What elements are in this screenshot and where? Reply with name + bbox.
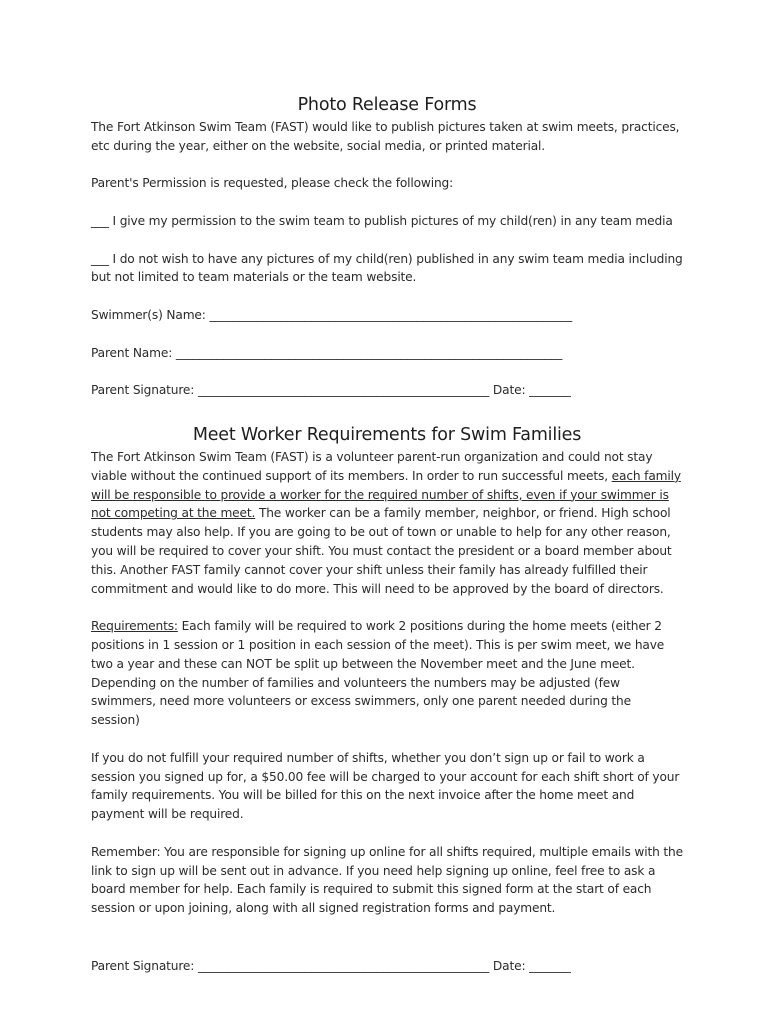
meet-worker-title: Meet Worker Requirements for Swim Families: [192, 425, 582, 445]
spacer: [91, 325, 683, 344]
photo-release-title: Photo Release Forms: [297, 95, 477, 115]
requirements-paragraph: [91, 617, 683, 730]
meet-worker-intro-underlined: each family will be responsible to provide a worker for the required number of shifts, even if your swimmer is not competing at the meet.: [91, 468, 681, 521]
spacer: [91, 156, 683, 175]
fee-paragraph: If you do not fulfill your required number of shifts, whether you don’t sign up or fail to work a session you signed up for, a $50.00 fee will be charged to your account for each shift short of your family requirements. You will be billed for this on the next invoice after the home meet and payment will be required.: [91, 750, 680, 822]
swimmer-name-field[interactable]: Swimmer(s) Name: _____________________________________________________________: [91, 307, 573, 322]
spacer: [91, 193, 683, 212]
meet-worker-signature-field[interactable]: Parent Signature: _________________________________________________ Date: _______: [91, 959, 571, 973]
meet-worker-section: [91, 422, 683, 918]
option-give-permission[interactable]: ___ I give my permission to the swim team to publish pictures of my child(ren) in any team media: [91, 213, 673, 228]
photo-release-intro: The Fort Atkinson Swim Team (FAST) would like to publish pictures taken at swim meets, practices, etc during the year, either on the website, social media, or printed material.: [91, 120, 680, 153]
requirements-text: Each family will be required to work 2 positions during the home meets (either 2 positions in 1 session or 1 position in each session of the meet). This is per swim meet, we have two a year and these can NOT be split up between the November meet and the June meet. Depending on the number of families and volunteers the numbers may be adjusted (few swimmers, need more volunteers or excess swimmers, only one parent needed during the session): [91, 619, 665, 728]
parent-signature-field[interactable]: Parent Signature: _________________________________________________ Date: _______: [91, 383, 571, 398]
spacer: [91, 598, 683, 617]
spacer: [91, 287, 683, 306]
requirements-label: Requirements:: [91, 619, 178, 634]
spacer: [91, 824, 683, 843]
meet-worker-intro-start: The Fort Atkinson Swim Team (FAST) is a volunteer parent-run organization and could not stay viable without the continued support of its members. In order to run successful meets,: [91, 450, 653, 483]
spacer: [91, 730, 683, 749]
meet-worker-intro: [91, 448, 683, 598]
meet-worker-intro-end: The worker can be a family member, neighbor, or friend. High school students may also help. If you are going to be out of town or unable to help for any other reason, you will be required to cover your shift. You must contact the president or a board member about this. Another FAST family cannot cover your shift unless their family has already fulfilled their commitment and would like to do more. This will need to be approved by the board of directors.: [91, 506, 672, 596]
option-deny-permission[interactable]: ___ I do not wish to have any pictures of my child(ren) published in any swim team media including but not limited to team materials or the team website.: [91, 251, 683, 285]
photo-release-section: [91, 92, 683, 916]
parent-name-field[interactable]: Parent Name: _________________________________________________________________: [91, 345, 563, 360]
permission-prompt: Parent's Permission is requested, please check the following:: [91, 176, 454, 191]
spacer: [91, 362, 683, 381]
spacer: [91, 231, 683, 250]
remember-paragraph: Remember: You are responsible for signing up online for all shifts required, multiple emails with the link to sign up will be sent out in advance. If you need help signing up online, feel free to ask a board member for help. Each family is required to submit this signed form at the start of each session or upon joining, along with all signed registration forms and payment.: [91, 844, 683, 916]
